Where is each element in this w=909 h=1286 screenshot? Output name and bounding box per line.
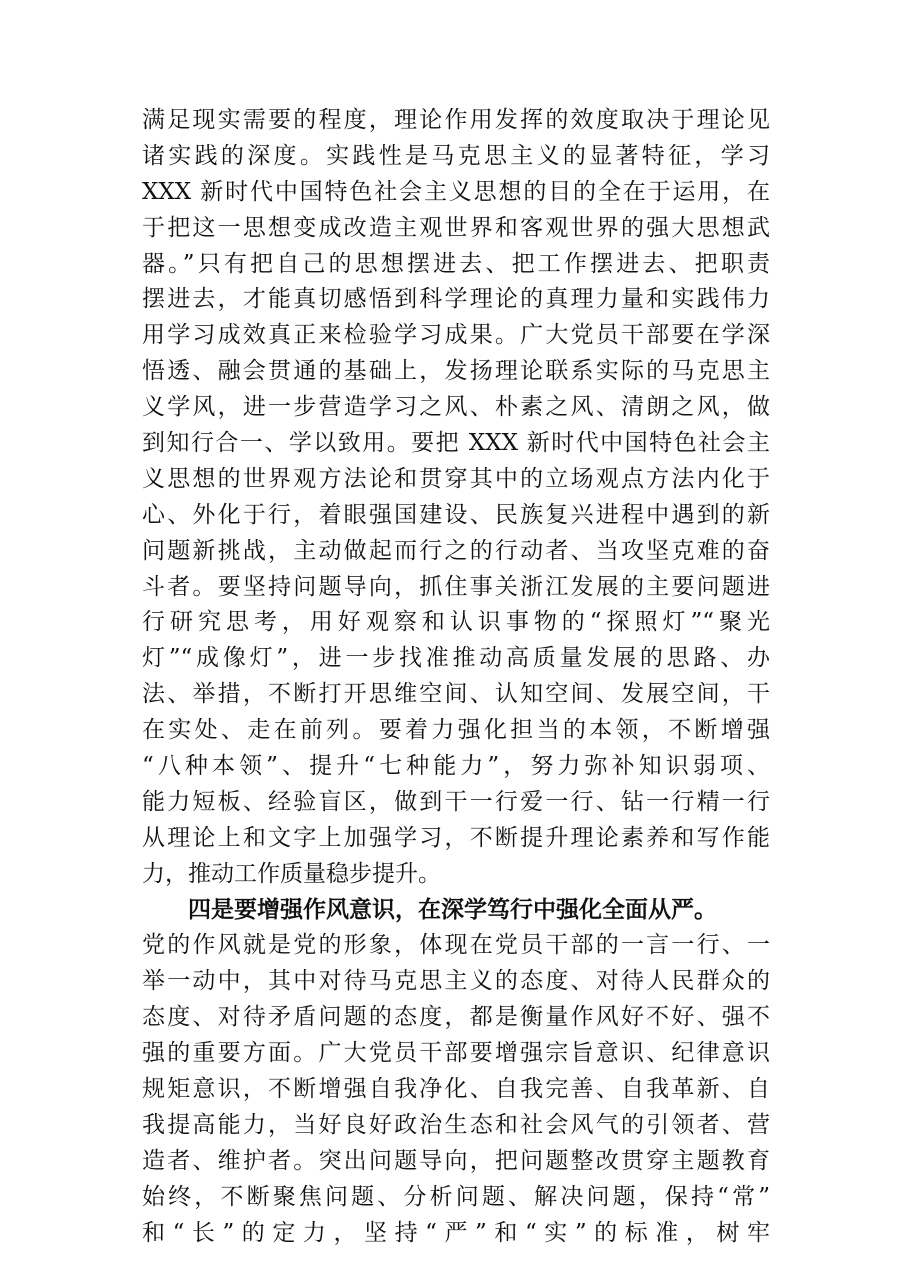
text-line: 能力短板、经验盲区，做到干一行爱一行、钻一行精一行 <box>142 788 770 815</box>
text-line: 心、外化于行，着眼强国建设、民族复兴进程中遇到的新 <box>142 501 770 528</box>
text-line: “八种本领”、提升“七种能力”，努力弥补知识弱项、 <box>142 753 770 780</box>
text-line: 满足现实需要的程度，理论作用发挥的效度取决于理论见 <box>142 107 770 133</box>
text-line: 举一动中，其中对待马克思主义的态度、对待人民群众的 <box>142 968 770 995</box>
text-line: 造者、维护者。突出问题导向，把问题整改贯穿主题教育 <box>142 1147 770 1174</box>
text-line: 规矩意识，不断增强自我净化、自我完善、自我革新、自 <box>142 1076 770 1103</box>
text-line: 法、举措，不断打开思维空间、认知空间、发展空间，干 <box>142 681 770 708</box>
text-line: 器。”只有把自己的思想摆进去、把工作摆进去、把职责 <box>142 250 770 277</box>
text-line: 和“长”的定力，坚持“严”和“实”的标准，树牢 <box>142 1219 770 1246</box>
text-line: 义思想的世界观方法论和贯穿其中的立场观点方法内化于 <box>142 465 770 492</box>
text-line: 用学习成效真正来检验学习成果。广大党员干部要在学深 <box>142 322 770 349</box>
text-line: 行研究思考，用好观察和认识事物的“探照灯”“聚光 <box>142 609 770 636</box>
text-line: 摆进去，才能真切感悟到科学理论的真理力量和实践伟力 <box>142 286 770 313</box>
text-line: 于把这一思想变成改造主观世界和客观世界的强大思想武 <box>142 214 770 241</box>
document-page <box>142 103 770 1252</box>
text-line: XXX 新时代中国特色社会主义思想的目的全在于运用，在 <box>142 178 770 205</box>
text-line: 态度、对待矛盾问题的态度，都是衡量作风好不好、强不 <box>142 1004 770 1031</box>
text-line: 问题新挑战，主动做起而行之的行动者、当攻坚克难的奋 <box>142 537 770 564</box>
text-line: 斗者。要坚持问题导向，抓住事关浙江发展的主要问题进 <box>142 573 770 600</box>
paragraph-1 <box>142 103 770 893</box>
text-line: 在实处、走在前列。要着力强化担当的本领，不断增强 <box>142 717 770 744</box>
text-line: 到知行合一、学以致用。要把 XXX 新时代中国特色社会主 <box>142 430 770 457</box>
text-line: 义学风，进一步营造学习之风、朴素之风、清朗之风，做 <box>142 394 770 421</box>
text-line: 诸实践的深度。实践性是马克思主义的显著特征，学习 <box>142 142 770 169</box>
text-line: 我提高能力，当好良好政治生态和社会风气的引领者、营 <box>142 1111 770 1138</box>
paragraph-2 <box>142 928 770 1251</box>
text-line: 始终，不断聚焦问题、分析问题、解决问题，保持“常” <box>142 1183 770 1210</box>
section-heading: 四是要增强作风意识，在深学笃行中强化全面从严。 <box>188 896 717 923</box>
text-line: 从理论上和文字上加强学习，不断提升理论素养和写作能 <box>142 824 770 851</box>
text-line: 力，推动工作质量稳步提升。 <box>142 860 441 887</box>
text-line: 强的重要方面。广大党员干部要增强宗旨意识、纪律意识 <box>142 1040 770 1067</box>
text-line: 党的作风就是党的形象，体现在党员干部的一言一行、一 <box>142 932 770 959</box>
text-line: 悟透、融会贯通的基础上，发扬理论联系实际的马克思主 <box>142 358 770 385</box>
text-line: 灯”“成像灯”，进一步找准推动高质量发展的思路、办 <box>142 645 770 672</box>
